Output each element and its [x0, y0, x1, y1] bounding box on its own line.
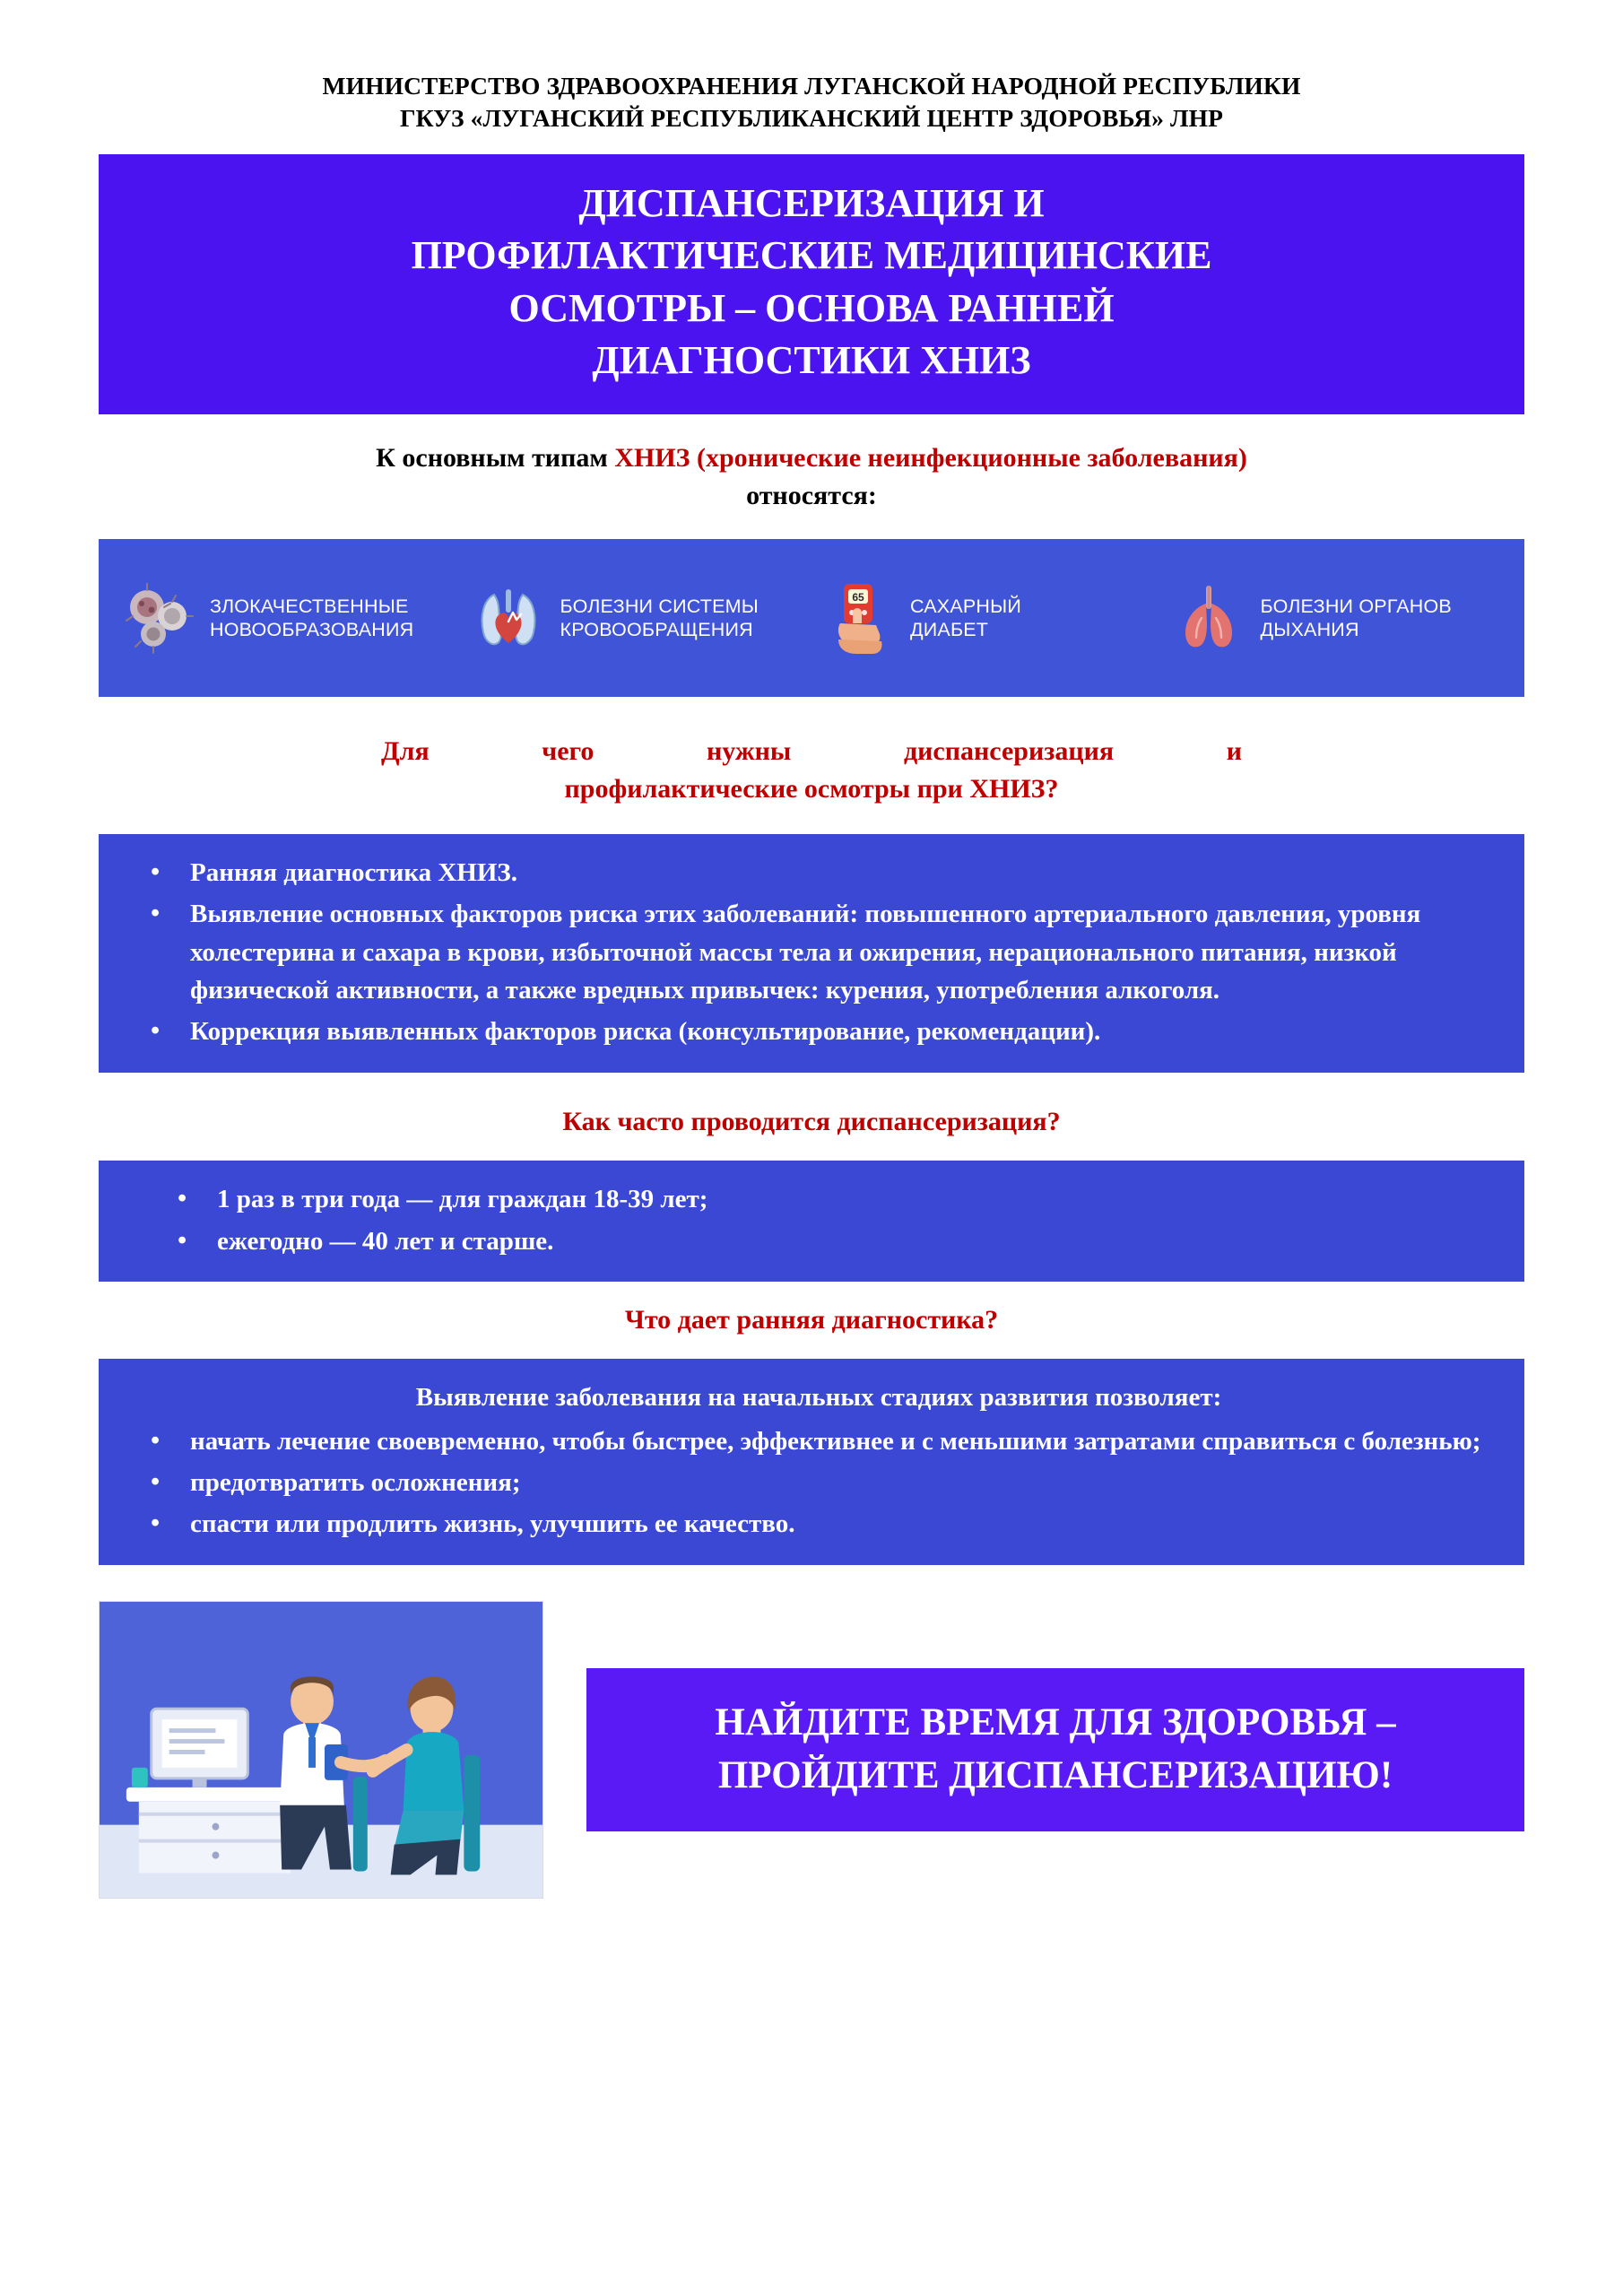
- ministry-line-1: МИНИСТЕРСТВО ЗДРАВООХРАНЕНИЯ ЛУГАНСКОЙ НАРОДНОЙ РЕСПУБЛИКИ: [322, 72, 1301, 100]
- how-often-box: [99, 1161, 1524, 1282]
- heading-how-often: Как часто проводится диспансеризация?: [562, 1106, 1061, 1136]
- glucometer-icon: [817, 577, 899, 659]
- ministry-header: [99, 70, 1524, 135]
- disease-types-strip: [99, 539, 1524, 697]
- heading-benefits: Что дает ранняя диагностика?: [624, 1304, 999, 1335]
- title-line-3: ОСМОТРЫ – ОСНОВА РАННЕЙ: [508, 285, 1115, 330]
- benefits-box: [99, 1359, 1524, 1564]
- heading-why-needed-line1: Для чего нужны диспансеризация и: [381, 735, 1242, 766]
- svg-text:65: 65: [852, 590, 864, 604]
- intro-part-1: К основным типам: [376, 442, 615, 473]
- title-line-4: ДИАГНОСТИКИ ХНИЗ: [592, 338, 1031, 383]
- disease-label-cancer-line2: НОВООБРАЗОВАНИЯ: [210, 618, 414, 640]
- disease-label-cancer-line1: ЗЛОКАЧЕСТВЕННЫЕ: [210, 595, 409, 617]
- disease-label-circulation-line1: БОЛЕЗНИ СИСТЕМЫ: [560, 595, 759, 617]
- disease-item-diabetes: [812, 577, 1162, 659]
- disease-label-diabetes-line2: ДИАБЕТ: [910, 618, 989, 640]
- cancer-cells-icon: [117, 577, 199, 659]
- disease-label-circulation: [560, 595, 759, 641]
- list-item: • начать лечение своевременно, чтобы быстрее, эффективнее и с меньшими затратами справиться с болезнью;: [181, 1422, 1488, 1460]
- why-needed-box: [99, 834, 1524, 1073]
- title-line-2: ПРОФИЛАКТИЧЕСКИЕ МЕДИЦИНСКИЕ: [411, 233, 1212, 278]
- list-item: • спасти или продлить жизнь, улучшить ее качество.: [181, 1505, 1488, 1543]
- intro-text: [359, 439, 1264, 516]
- title-banner: [99, 154, 1524, 414]
- list-item: • предотвратить осложнения;: [181, 1464, 1488, 1501]
- lungs-icon: [1167, 577, 1250, 659]
- ministry-line-2: ГКУЗ «ЛУГАНСКИЙ РЕСПУБЛИКАНСКИЙ ЦЕНТР ЗДОРОВЬЯ» ЛНР: [400, 103, 1223, 132]
- disease-label-respiratory-line1: БОЛЕЗНИ ОРГАНОВ: [1260, 595, 1452, 617]
- heading-why-needed-line2: профилактические осмотры при ХНИЗ?: [564, 774, 1059, 804]
- disease-item-respiratory: [1162, 577, 1513, 659]
- benefits-lead-text: Выявление заболевания на начальных стадиях развития позволяет:: [415, 1383, 1222, 1413]
- disease-label-circulation-line2: КРОВООБРАЩЕНИЯ: [560, 618, 753, 640]
- cta-line-2: ПРОЙДИТЕ ДИСПАНСЕРИЗАЦИЮ!: [717, 1753, 1393, 1796]
- list-item: • Коррекция выявленных факторов риска (консультирование, рекомендации).: [181, 1013, 1488, 1050]
- list-item: • ежегодно — 40 лет и старше.: [208, 1222, 1488, 1260]
- list-item: • Выявление основных факторов риска этих заболеваний: повышенного артериального давления, уровня холестерина и сахара в крови, избыточной массы тела и ожирения, нерационального питания, низкой физической активности, а также вредных привычек: курения, употребления алкоголя.: [181, 895, 1488, 1009]
- disease-item-circulation: [462, 577, 812, 659]
- heading-why-needed: [381, 733, 1242, 809]
- title-line-1: ДИСПАНСЕРИЗАЦИЯ И: [578, 180, 1045, 225]
- disease-label-diabetes: [910, 595, 1021, 641]
- disease-label-cancer: [210, 595, 413, 641]
- heart-circulation-icon: [467, 577, 550, 659]
- disease-label-respiratory-line2: ДЫХАНИЯ: [1260, 618, 1359, 640]
- list-item: • Ранняя диагностика ХНИЗ.: [181, 854, 1488, 891]
- call-to-action-banner: [586, 1668, 1524, 1831]
- intro-part-2: относятся:: [746, 481, 877, 511]
- intro-highlight: ХНИЗ (хронические неинфекционные заболевания): [614, 442, 1247, 473]
- list-item: • 1 раз в три года — для граждан 18-39 лет;: [208, 1180, 1488, 1218]
- disease-label-diabetes-line1: САХАРНЫЙ: [910, 595, 1022, 617]
- disease-label-respiratory: [1261, 595, 1452, 641]
- disease-item-cancer: [111, 577, 462, 659]
- cta-line-1: НАЙДИТЕ ВРЕМЯ ДЛЯ ЗДОРОВЬЯ –: [715, 1701, 1396, 1744]
- bottom-row: [99, 1601, 1524, 1899]
- doctor-patient-illustration: [99, 1601, 543, 1899]
